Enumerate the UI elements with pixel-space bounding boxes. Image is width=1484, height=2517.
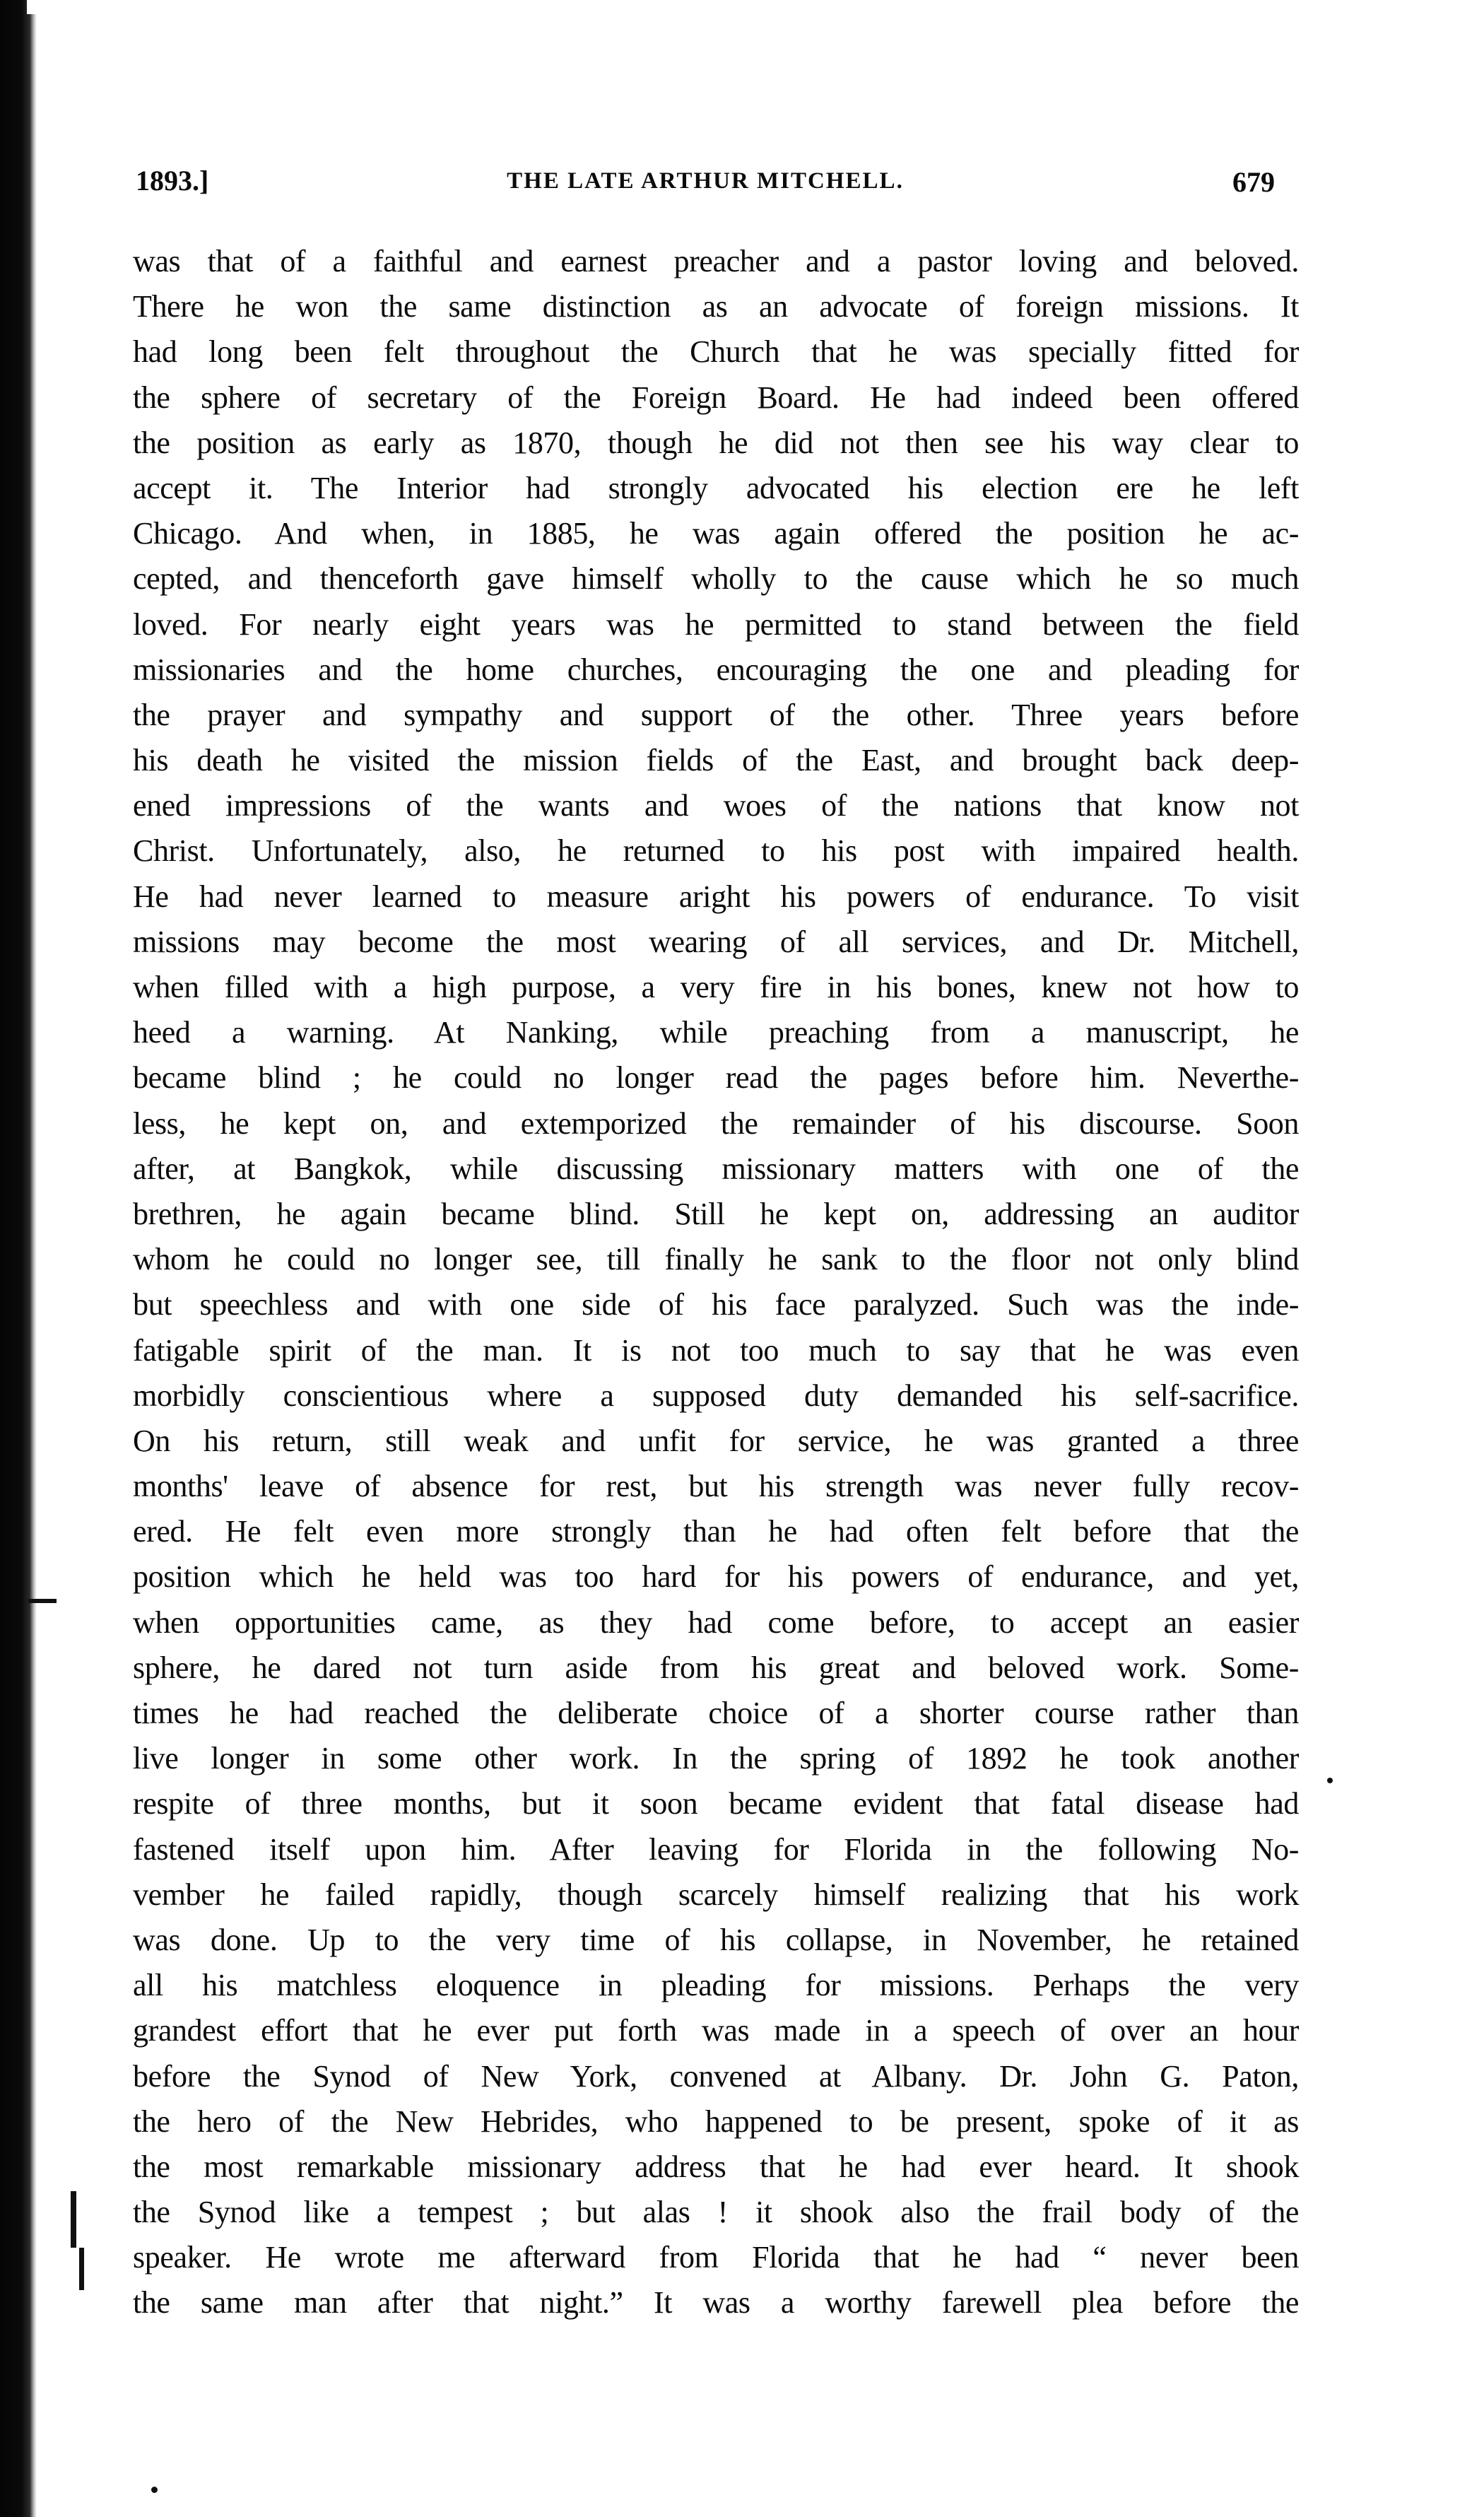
text-line: all his matchless eloquence in pleading for missions. Perhaps the very xyxy=(133,1968,1299,2003)
text-line: cepted, and thenceforth gave himself wholly to the cause which he so much xyxy=(133,561,1299,597)
text-line: became blind ; he could no longer read the pages before him. Neverthe- xyxy=(133,1060,1299,1096)
text-line: sphere, he dared not turn aside from his great and beloved work. Some- xyxy=(133,1650,1299,1685)
text-line: position which he held was too hard for his powers of endurance, and yet, xyxy=(133,1559,1299,1595)
text-line: speaker. He wrote me afterward from Florida that he had “ never been xyxy=(133,2240,1299,2275)
text-line: whom he could no longer see, till finally he sank to the floor not only blind xyxy=(133,1242,1299,1277)
text-line: the hero of the New Hebrides, who happened to be present, spoke of it as xyxy=(133,2104,1299,2139)
text-line: accept it. The Interior had strongly advocated his election ere he left xyxy=(133,470,1299,505)
text-line: when opportunities came, as they had come before, to accept an easier xyxy=(133,1604,1299,1640)
text-line: when filled with a high purpose, a very fire in his bones, knew not how to xyxy=(133,970,1299,1004)
text-line: On his return, still weak and unfit for service, he was granted a three xyxy=(133,1423,1299,1458)
text-line: heed a warning. At Nanking, while preaching from a manuscript, he xyxy=(133,1015,1299,1050)
text-line: the most remarkable missionary address that he had ever heard. It shook xyxy=(133,2149,1299,2184)
text-line: the Synod like a tempest ; but alas ! it shook also the frail body of the xyxy=(133,2195,1299,2230)
article-body xyxy=(133,239,1299,2326)
text-line: ened impressions of the wants and woes of the nations that know not xyxy=(133,788,1299,823)
text-line: was that of a faithful and earnest preacher and a pastor loving and beloved. xyxy=(133,244,1299,278)
running-head-year: 1893.] xyxy=(136,165,209,196)
text-line: less, he kept on, and extemporized the remainder of his discourse. Soon xyxy=(133,1105,1299,1141)
text-line: He had never learned to measure aright his powers of endurance. To visit xyxy=(133,879,1299,914)
text-line: after, at Bangkok, while discussing missionary matters with one of the xyxy=(133,1151,1299,1186)
text-line: times he had reached the deliberate choice of a shorter course rather than xyxy=(133,1696,1299,1730)
text-line: respite of three months, but it soon became evident that fatal disease had xyxy=(133,1786,1299,1821)
text-line: fastened itself upon him. After leaving for Florida in the following No- xyxy=(133,1831,1299,1867)
text-line: loved. For nearly eight years was he permitted to stand between the field xyxy=(133,606,1299,642)
text-line: Christ. Unfortunately, also, he returned to his post with impaired health. xyxy=(133,833,1299,869)
text-line: the sphere of secretary of the Foreign Board. He had indeed been offered xyxy=(133,380,1299,415)
text-line: brethren, he again became blind. Still he kept on, addressing an auditor xyxy=(133,1196,1299,1231)
margin-mark xyxy=(71,2191,76,2248)
text-line: fatigable spirit of the man. It is not too much to say that he was even xyxy=(133,1332,1299,1368)
text-line: the same man after that night.” It was a worthy farewell plea before the xyxy=(133,2285,1299,2321)
text-line: but speechless and with one side of his face paralyzed. Such was the inde- xyxy=(133,1287,1299,1322)
binding-edge xyxy=(0,0,37,2517)
text-line: ered. He felt even more strongly than he had often felt before that the xyxy=(133,1514,1299,1549)
text-line: the prayer and sympathy and support of the other. Three years before xyxy=(133,697,1299,732)
text-line: missionaries and the home churches, encouraging the one and pleading for xyxy=(133,652,1299,687)
text-line: his death he visited the mission fields of the East, and brought back deep- xyxy=(133,743,1299,778)
running-head xyxy=(136,164,1275,206)
margin-mark xyxy=(28,1599,57,1603)
text-line: live longer in some other work. In the spring of 1892 he took another xyxy=(133,1741,1299,1776)
text-line: Chicago. And when, in 1885, he was again offered the position he ac- xyxy=(133,516,1299,551)
text-line: was done. Up to the very time of his collapse, in November, he retained xyxy=(133,1922,1299,1957)
text-line: There he won the same distinction as an advocate of foreign missions. It xyxy=(133,289,1299,324)
text-line: grandest effort that he ever put forth was made in a speech of over an hour xyxy=(133,2013,1299,2048)
margin-mark xyxy=(79,2248,84,2290)
margin-mark xyxy=(1327,1778,1333,1783)
text-line: had long been felt throughout the Church that he was specially fitted for xyxy=(133,334,1299,370)
page-number: 679 xyxy=(1232,166,1275,198)
text-line: months' leave of absence for rest, but his strength was never fully recov- xyxy=(133,1469,1299,1504)
running-head-title: THE LATE ARTHUR MITCHELL. xyxy=(507,168,904,194)
text-line: before the Synod of New York, convened at Albany. Dr. John G. Paton, xyxy=(133,2058,1299,2094)
text-line: the position as early as 1870, though he did not then see his way clear to xyxy=(133,425,1299,460)
binding-notch xyxy=(27,0,37,14)
text-line: vember he failed rapidly, though scarcely himself realizing that his work xyxy=(133,1877,1299,1912)
text-line: morbidly conscientious where a supposed duty demanded his self-sacrifice. xyxy=(133,1378,1299,1413)
margin-mark xyxy=(151,2487,158,2493)
text-line: missions may become the most wearing of all services, and Dr. Mitchell, xyxy=(133,924,1299,959)
